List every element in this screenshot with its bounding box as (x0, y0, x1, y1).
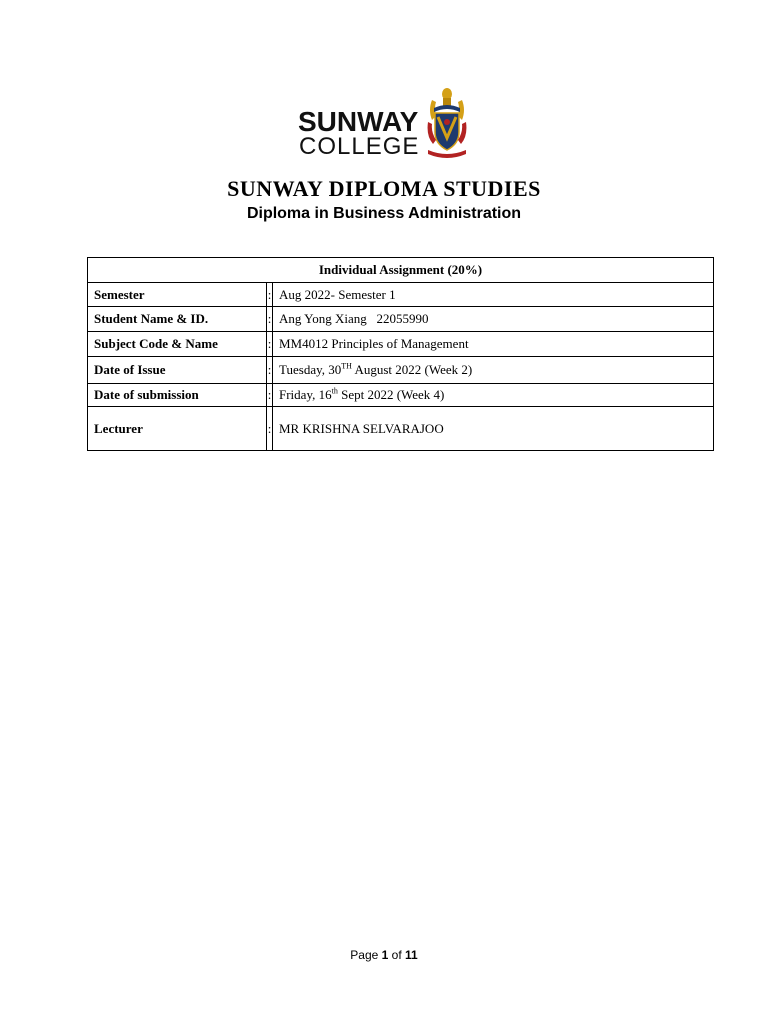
date-issue-suffix: TH (341, 361, 352, 371)
row-value (273, 357, 714, 384)
table-row (88, 384, 714, 407)
date-submission-suffix: th (331, 386, 338, 396)
row-separator: : (267, 283, 273, 307)
table-row (88, 357, 714, 384)
sunway-college-logo (298, 86, 474, 162)
row-separator: : (267, 332, 273, 357)
row-label: Semester (88, 283, 267, 307)
date-issue-day: Tuesday, 30 (279, 362, 342, 377)
date-submission-rest: Sept 2022 (Week 4) (337, 387, 445, 402)
row-separator: : (267, 307, 273, 332)
row-value (273, 384, 714, 407)
page-footer (0, 948, 768, 962)
row-separator: : (267, 384, 273, 407)
table-row (88, 407, 714, 451)
row-label: Date of Issue (88, 357, 267, 384)
assignment-info-table (87, 257, 714, 451)
table-row (88, 283, 714, 307)
footer-total-pages: 11 (405, 948, 418, 962)
row-separator: : (267, 357, 273, 384)
date-submission-day: Friday, 16 (279, 387, 332, 402)
footer-current-page: 1 (381, 948, 389, 962)
row-value: MM4012 Principles of Management (273, 332, 714, 357)
logo-text-sunway: SUNWAY (298, 106, 419, 137)
row-separator: : (267, 407, 273, 451)
table-heading: Individual Assignment (20%) (88, 258, 714, 283)
table-row (88, 332, 714, 357)
row-label: Student Name & ID. (88, 307, 267, 332)
table-header-row (88, 258, 714, 283)
crest-icon (424, 86, 470, 160)
row-value: Ang Yong Xiang 22055990 (273, 307, 714, 332)
row-label: Date of submission (88, 384, 267, 407)
row-value: MR KRISHNA SELVARAJOO (273, 407, 714, 451)
page-title: SUNWAY DIPLOMA STUDIES (227, 176, 541, 201)
date-issue-rest: August 2022 (Week 2) (351, 362, 473, 377)
row-label: Subject Code & Name (88, 332, 267, 357)
row-value: Aug 2022- Semester 1 (273, 283, 714, 307)
page-subtitle: Diploma in Business Administration (246, 205, 522, 222)
logo-text-college: COLLEGE (299, 133, 420, 160)
footer-page-word: Page (350, 948, 379, 962)
table-row (88, 307, 714, 332)
footer-of-word: of (391, 948, 402, 962)
row-label: Lecturer (88, 407, 267, 451)
